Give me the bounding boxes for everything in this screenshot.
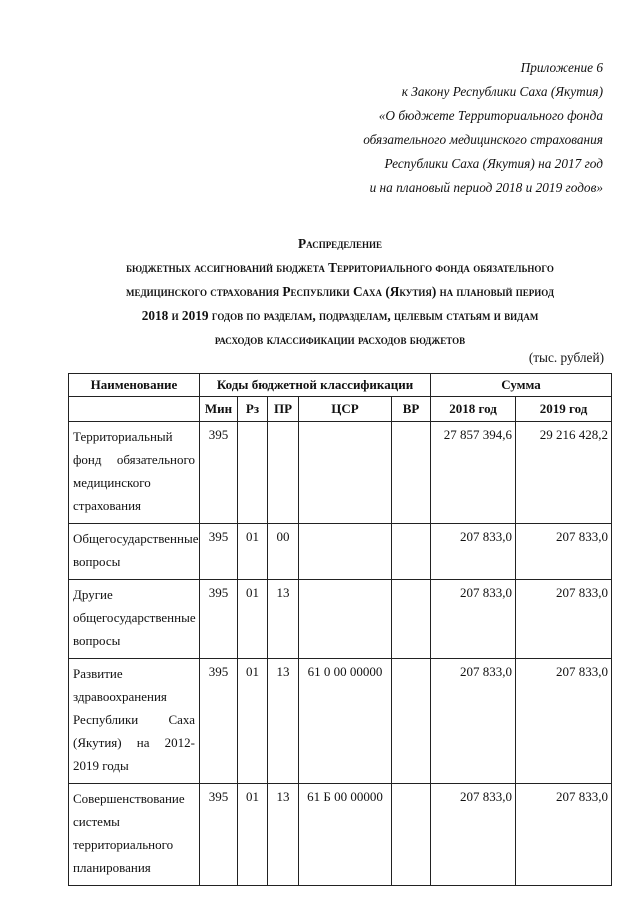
row-sum-2018: 27 857 394,6 [431,422,516,524]
table-row [69,524,612,580]
header-empty [69,397,200,422]
row-name: Территориальный фонд обязательного медицинского страхования [69,422,200,524]
row-pr: 13 [268,580,299,659]
header-min: Мин [200,397,238,422]
header-rz: Рз [238,397,268,422]
appendix-line: и на плановый период 2018 и 2019 годов» [369,180,603,195]
row-sum-2018: 207 833,0 [431,524,516,580]
header-name: Наименование [69,374,200,397]
row-rz [238,422,268,524]
row-sum-2018: 207 833,0 [431,784,516,886]
table-row [69,422,612,524]
row-vr [392,422,431,524]
row-vr [392,659,431,784]
row-name: Общегосударственные вопросы [69,524,200,580]
row-sum-2018: 207 833,0 [431,659,516,784]
row-csr: 61 Б 00 00000 [299,784,392,886]
header-csr: ЦСР [299,397,392,422]
document-title [60,232,620,352]
title-line: Распределение [298,236,382,251]
row-rz: 01 [238,524,268,580]
row-csr [299,422,392,524]
table-row [69,580,612,659]
row-pr [268,422,299,524]
header-codes: Коды бюджетной классификации [200,374,431,397]
row-min: 395 [200,580,238,659]
row-vr [392,580,431,659]
row-min: 395 [200,784,238,886]
row-vr [392,524,431,580]
row-csr [299,524,392,580]
row-min: 395 [200,524,238,580]
title-line: расходов классификации расходов бюджетов [214,332,466,347]
table-row [69,659,612,784]
row-sum-2019: 207 833,0 [516,524,612,580]
row-rz: 01 [238,580,268,659]
header-pr: ПР [268,397,299,422]
row-rz: 01 [238,784,268,886]
row-csr [299,580,392,659]
title-line: 2018 и 2019 годов по разделам, подразделам, целевым статьям и видам [141,308,539,323]
row-pr: 00 [268,524,299,580]
row-sum-2018: 207 833,0 [431,580,516,659]
header-sum: Сумма [431,374,612,397]
row-pr: 13 [268,659,299,784]
row-pr: 13 [268,784,299,886]
title-line: бюджетных ассигнований бюджета Территориального фонда обязательного [126,260,554,275]
budget-table [68,373,612,886]
row-sum-2019: 207 833,0 [516,784,612,886]
row-name: Совершенствование системы территориального планирования [69,784,200,886]
row-name: Другие общегосударственные вопросы [69,580,200,659]
row-rz: 01 [238,659,268,784]
appendix-block [243,56,603,200]
header-2018: 2018 год [431,397,516,422]
row-csr: 61 0 00 00000 [299,659,392,784]
appendix-line: Республики Саха (Якутия) на 2017 год [384,156,603,171]
table-header-row [69,374,612,397]
row-name: Развитие здравоохранения Республики Саха (Якутия) на 2012-2019 годы [69,659,200,784]
header-2019: 2019 год [516,397,612,422]
row-vr [392,784,431,886]
row-min: 395 [200,422,238,524]
row-sum-2019: 207 833,0 [516,580,612,659]
row-min: 395 [200,659,238,784]
units-label: (тыс. рублей) [528,350,604,365]
row-sum-2019: 207 833,0 [516,659,612,784]
table-subheader-row [69,397,612,422]
header-vr: ВР [392,397,431,422]
table-row [69,784,612,886]
appendix-line: обязательного медицинского страхования [363,132,603,147]
appendix-line: к Закону Республики Саха (Якутия) [401,84,603,99]
title-line: медицинского страхования Республики Саха (Якутия) на плановый период [125,284,555,299]
appendix-line: Приложение 6 [520,60,603,75]
row-sum-2019: 29 216 428,2 [516,422,612,524]
appendix-line: «О бюджете Территориального фонда [378,108,603,123]
